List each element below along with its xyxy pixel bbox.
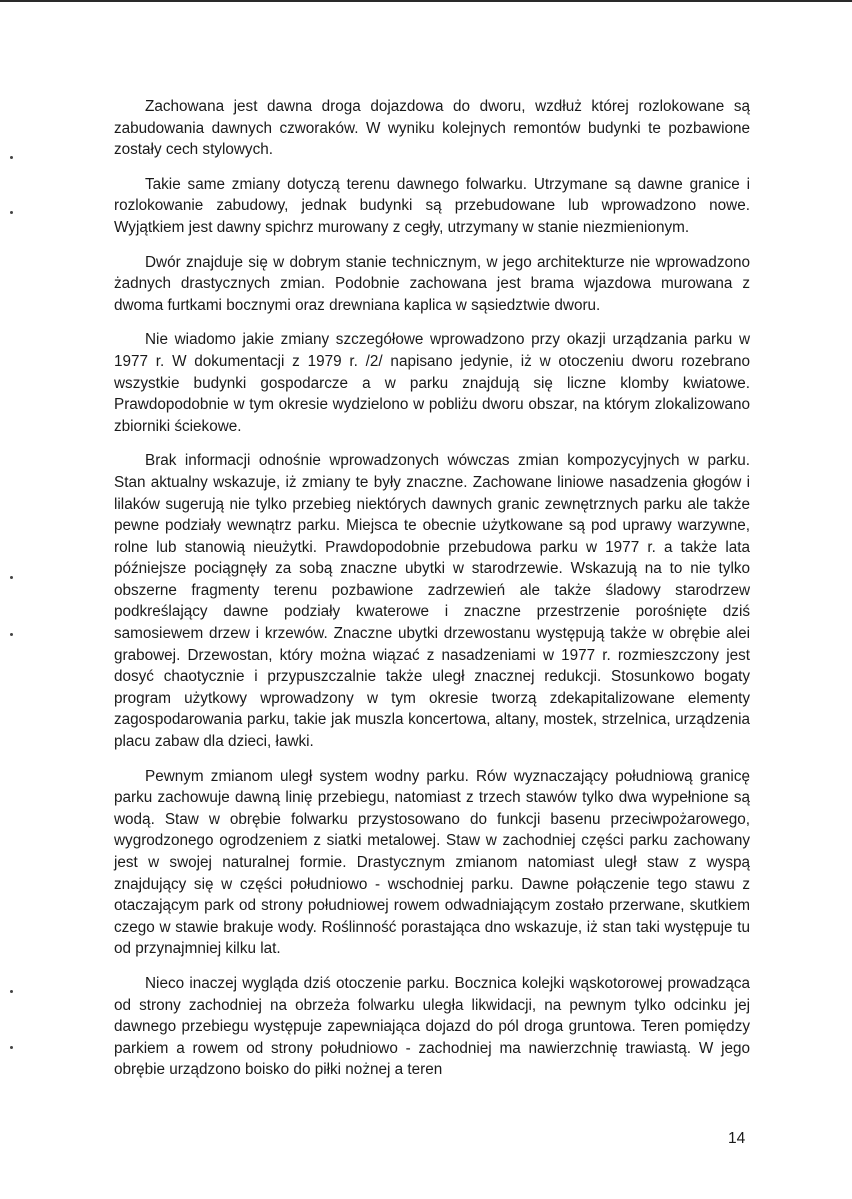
page-number: 14 bbox=[728, 1130, 746, 1147]
paragraph: Nie wiadomo jakie zmiany szczegółowe wprowadzono przy okazji urządzania parku w 1977 r. W dokumentacji z 1979 r. /2/ napisano jedynie, iż w otoczeniu dworu rozebrano wszystkie budynki gospodarcze a w parku znajdują się liczne klomby kwiatowe. Prawdopodobnie w tym okresie wydzielono w pobliżu dworu obszar, na którym zlokalizowano zbiorniki ściekowe. bbox=[114, 331, 750, 435]
paragraph: Pewnym zmianom uległ system wodny parku. Rów wyznaczający południową granicę parku zachowuje dawną linię przebiegu, natomiast z trzech stawów tylko dwa wypełnione są wodą. Staw w obrębie folwarku przystosowano do funkcji basenu przeciwpożarowego, wygrodzonego ogrodzeniem z siatki metalowej. Staw w zachodniej części parku zachowany jest w swojej naturalnej formie. Drastycznym zmianom natomiast uległ staw z wyspą znajdujący się w części południowo - wschodniej parku. Dawne połączenie tego stawu z otaczającym park od strony południowej rowem odwadniającym zostało przerwane, skutkiem czego w stawie brakuje wody. Roślinność porastająca dno wskazuje, iż stan taki występuje tu od przynajmniej kilku lat. bbox=[114, 767, 750, 958]
paragraph: Nieco inaczej wygląda dziś otoczenie parku. Bocznica kolejki wąskotorowej prowadząca od strony zachodniej na obrzeża folwarku uległa likwidacji, na pewnym tylko odcinku jej dawnego przebiegu występuje zapewniająca dojazd do pól droga gruntowa. Teren pomiędzy parkiem a rowem od strony południowo - zachodniej ma nawierzchnię trawiastą. W jego obrębie urządzono boisko do piłki nożnej a teren bbox=[114, 974, 750, 1079]
document-body bbox=[114, 96, 750, 1094]
scan-speck bbox=[10, 633, 13, 636]
paragraph: Takie same zmiany dotyczą terenu dawnego folwarku. Utrzymane są dawne granice i rozlokowanie zabudowy, jednak budynki są przebudowane lub wprowadzono nowe. Wyjątkiem jest dawny spichrz murowany z cegły, utrzymany w stanie niezmienionym. bbox=[114, 175, 750, 236]
paragraph: Zachowana jest dawna droga dojazdowa do dworu, wzdłuż której rozlokowane są zabudowania dawnych czworaków. W wyniku kolejnych remontów budynki te pozbawione zostały cech stylowych. bbox=[114, 98, 750, 159]
scan-speck bbox=[10, 156, 13, 159]
scan-top-edge bbox=[0, 0, 852, 2]
scan-speck bbox=[10, 990, 13, 993]
scan-speck bbox=[10, 211, 13, 214]
paragraph: Brak informacji odnośnie wprowadzonych wówczas zmian kompozycyjnych w parku. Stan aktualny wskazuje, iż zmiany te były znaczne. Zachowane liniowe nasadzenia głogów i lilaków sugerują nie tylko przebieg niektórych dawnych granic zewnętrznych parku ale także pewne podziały wewnątrz parku. Miejsca te obecnie użytkowane są pod uprawy warzywne, rolne lub stanowią nieużytki. Prawdopodobnie przebudowa parku w 1977 r. a także lata późniejsze pociągnęły za sobą znaczne ubytki w starodrzewie. Wskazują na to nie tylko obszerne fragmenty terenu pozbawione zadrzewień ale także śladowy starodrzew podkreślający dawne podziały kwaterowe i znaczne przestrzenie porośnięte dziś samosiewem drzew i krzewów. Znaczne ubytki drzewostanu występują także w obrębie alei grabowej. Drzewostan, który można wiązać z nasadzeniami w 1977 r. rozmieszczony jest dosyć chaotycznie i przypuszczalnie także uległ znacznej redukcji. Stosunkowo bogaty program użytkowy wprowadzony w tym okresie tworzą zdekapitalizowane elementy zagospodarowania parku, takie jak muszla koncertowa, altany, mostek, strzelnica, urządzenia placu zabaw dla dzieci, ławki. bbox=[114, 452, 750, 751]
scan-speck bbox=[10, 1046, 13, 1049]
paragraph: Dwór znajduje się w dobrym stanie technicznym, w jego architekturze nie wprowadzono żadnych drastycznych zmian. Podobnie zachowana jest brama wjazdowa murowana z dwoma furtkami bocznymi oraz drewniana kaplica w sąsiedztwie dworu. bbox=[114, 253, 750, 314]
scan-speck bbox=[10, 576, 13, 579]
